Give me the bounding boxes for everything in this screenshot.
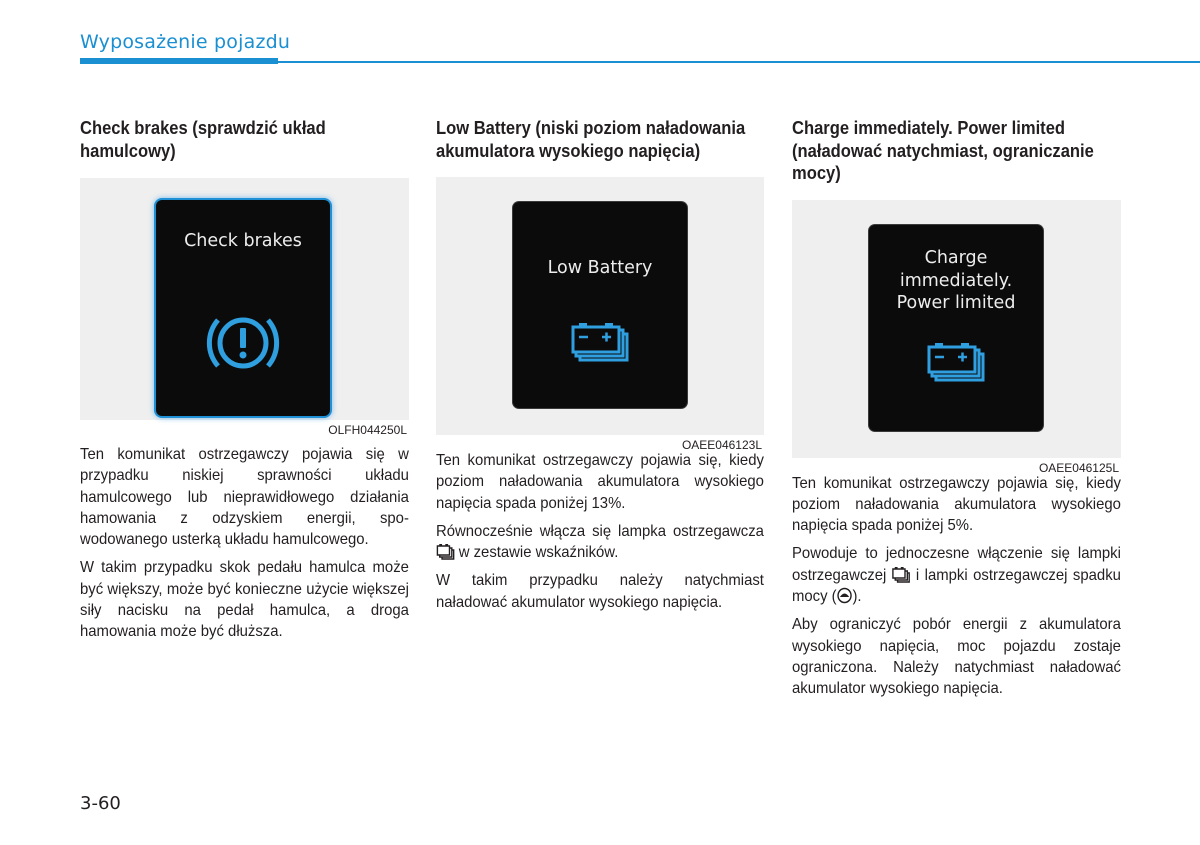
display-message: Check brakes <box>184 231 302 251</box>
battery-warning-icon <box>927 340 987 386</box>
figure-check-brakes <box>80 178 409 437</box>
column-low-battery <box>436 117 764 620</box>
display-message-line: immediately. <box>899 270 1013 291</box>
header-section-title: Wyposażenie pojazdu <box>80 31 291 53</box>
paragraph <box>792 543 1121 607</box>
cluster-display <box>156 200 330 416</box>
figure-low-battery <box>436 177 764 452</box>
header-tab-bar <box>80 58 278 64</box>
display-message: Low Battery <box>547 258 653 278</box>
paragraph: Aby ograniczyć pobór energii z akumulatora wysokiego napięcia, moc pojazdu zostaje ograniczona. Należy natychmiast naładować akumulator wysokiego napięcia. <box>792 616 1121 698</box>
figure-code: OAEE046123L <box>681 438 762 452</box>
heading-low-battery: Low Battery (niski poziom naładowania akumulatora wysokiego napięcia) <box>436 118 746 161</box>
cluster-display <box>869 225 1043 431</box>
column-check-brakes <box>80 117 409 650</box>
page-number: 3-60 <box>80 793 121 814</box>
figure-charge-immediately <box>792 200 1121 475</box>
paragraph: Ten komunikat ostrzegawczy pojawia się, kiedy poziom naładowania akumulatora wysokiego napięcia spada poniżej 5%. <box>792 474 1121 535</box>
brake-warning-icon <box>198 308 288 378</box>
heading-charge-immediately: Charge immediately. Power limited (naładować natychmiast, ograniczanie mocy) <box>792 118 1094 183</box>
paragraph-text: i lampki ostrzegawczej spadku mocy ( <box>792 566 1121 605</box>
battery-warning-icon <box>436 543 455 560</box>
figure-code: OAEE046125L <box>1038 460 1119 475</box>
display-message-line: Charge <box>924 247 988 268</box>
column-charge-immediately <box>792 117 1121 706</box>
battery-warning-icon <box>571 320 631 366</box>
heading-check-brakes: Check brakes (sprawdzić układ hamulcowy) <box>80 118 326 161</box>
power-limited-icon <box>837 587 853 604</box>
cluster-display <box>513 202 687 408</box>
battery-warning-icon <box>892 566 911 583</box>
paragraph-text: Powoduje to jednoczesne włączenie się lampki ostrzegawczej <box>792 545 1121 584</box>
display-message-line: Power limited <box>896 292 1016 313</box>
paragraph: W takim przypadku skok pedału hamulca może być większy, może być konieczne użycie większej siły nacisku na pedał hamulca, a droga hamowania może być dłuższa. <box>80 559 409 641</box>
paragraph-text: ). <box>852 587 862 605</box>
paragraph: Ten komunikat ostrzegawczy pojawia się w przypadku niskiej sprawności układu hamulcowego lub nieprawidłowego działania hamowania z odzyskiem energii, spowodowanego usterką układu hamulcowego. <box>80 446 409 549</box>
paragraph: W takim przypadku należy natychmiast naładować akumulator wysokiego napięcia. <box>436 572 764 611</box>
paragraph <box>436 521 764 564</box>
figure-code: OLFH044250L <box>328 423 407 437</box>
paragraph-text: w zestawie wskaźników. <box>458 544 619 562</box>
paragraph: Ten komunikat ostrzegawczy pojawia się, kiedy poziom naładowania akumulatora wysokiego napięcia spada poniżej 13%. <box>436 452 764 512</box>
paragraph-text: Równocześnie włącza się lampka ostrzegawcza <box>436 522 764 540</box>
